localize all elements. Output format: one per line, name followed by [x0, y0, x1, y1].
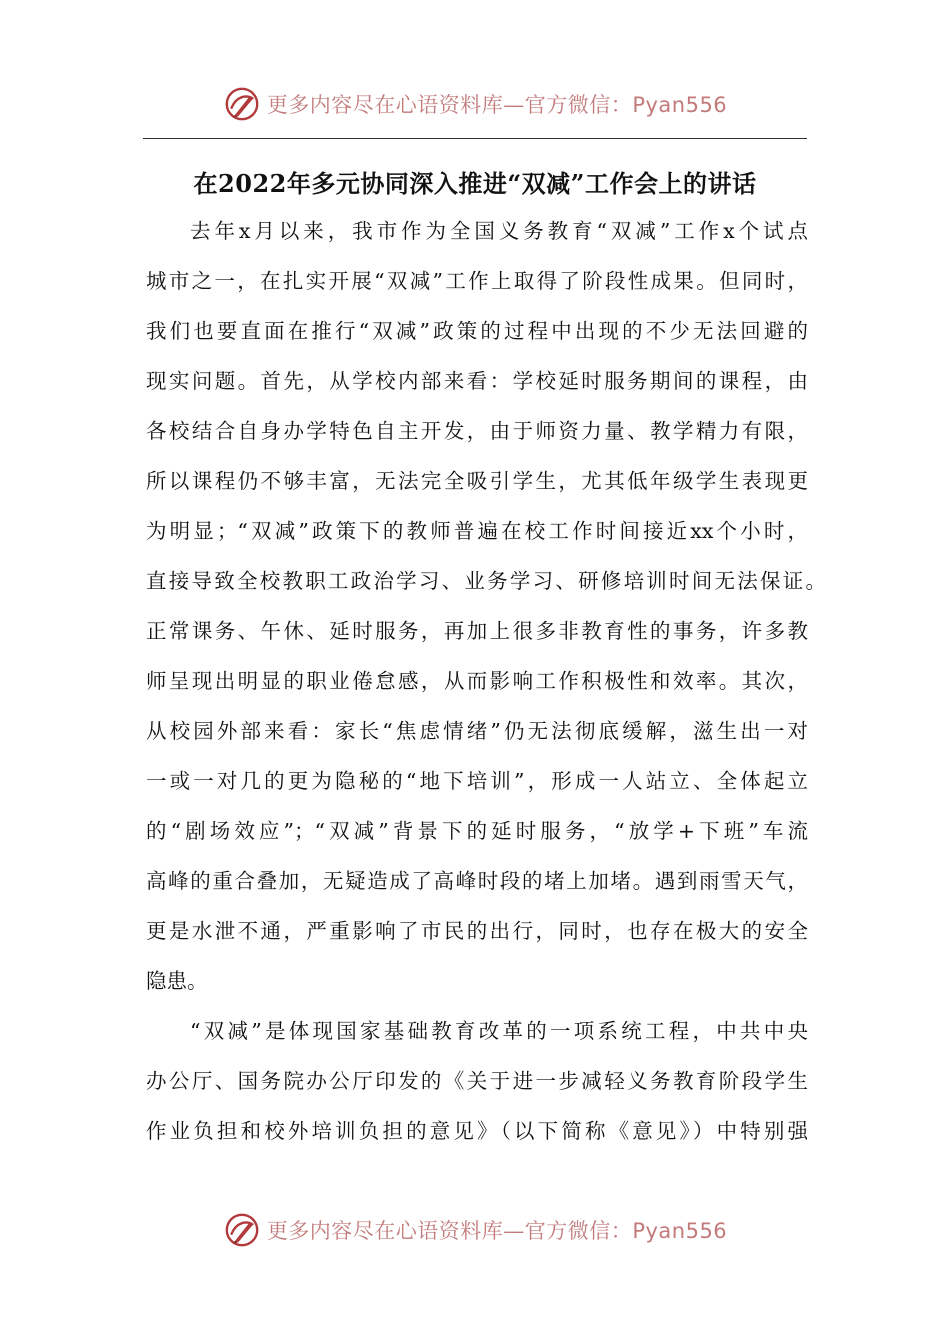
body-line: 各校结合自身办学特色自主开发，由于师资力量、教学精力有限， — [146, 419, 808, 443]
watermark-text — [267, 89, 727, 119]
body-line: 去年x月以来，我市作为全国义务教育“双减”工作x个试点 — [190, 219, 808, 243]
body-line: 办公厅、国务院办公厅印发的《关于进一步减轻义务教育阶段学生 — [146, 1069, 808, 1093]
watermark-label: 更多内容尽在心语资料库—官方微信： — [266, 93, 633, 117]
body-line: 城市之一，在扎实开展“双减”工作上取得了阶段性成果。但同时， — [146, 269, 808, 293]
document-title: 在2022年多元协同深入推进“双减”工作会上的讲话 — [193, 169, 757, 198]
body-line: 隐患。 — [146, 969, 208, 993]
body-line: 的“剧场效应”；“双减”背景下的延时服务，“放学+下班”车流 — [146, 819, 808, 843]
pen-seal-icon — [223, 85, 261, 123]
watermark-label: 更多内容尽在心语资料库—官方微信： — [266, 1219, 633, 1243]
body-line: 从校园外部来看：家长“焦虑情绪”仍无法彻底缓解，滋生出一对 — [146, 719, 808, 743]
watermark-text — [267, 1215, 727, 1245]
wechat-id: Pyan556 — [632, 1219, 728, 1243]
header-watermark-banner — [0, 82, 950, 126]
body-line: 师呈现出明显的职业倦怠感，从而影响工作积极性和效率。其次， — [146, 669, 808, 693]
body-line: “双减”是体现国家基础教育改革的一项系统工程，中共中央 — [190, 1019, 808, 1043]
header-divider — [143, 138, 807, 139]
document-body — [146, 206, 826, 1156]
body-line: 为明显；“双减”政策下的教师普遍在校工作时间接近xx个小时， — [146, 519, 808, 543]
body-line: 一或一对几的更为隐秘的“地下培训”，形成一人站立、全体起立 — [146, 769, 808, 793]
body-line: 高峰的重合叠加，无疑造成了高峰时段的堵上加堵。遇到雨雪天气， — [146, 869, 808, 893]
body-line: 所以课程仍不够丰富，无法完全吸引学生，尤其低年级学生表现更 — [146, 469, 808, 493]
body-line: 直接导致全校教职工政治学习、业务学习、研修培训时间无法保证。 — [146, 569, 826, 593]
body-line: 我们也要直面在推行“双减”政策的过程中出现的不少无法回避的 — [146, 319, 808, 343]
body-line: 正常课务、午休、延时服务，再加上很多非教育性的事务，许多教 — [146, 619, 808, 643]
body-line: 更是水泄不通，严重影响了市民的出行，同时，也存在极大的安全 — [146, 919, 808, 943]
body-line: 现实问题。首先，从学校内部来看：学校延时服务期间的课程，由 — [146, 369, 808, 393]
body-line: 作业负担和校外培训负担的意见》（以下简称《意见》）中特别强 — [146, 1119, 808, 1143]
pen-seal-icon — [223, 1211, 261, 1249]
footer-watermark-banner — [0, 1208, 950, 1252]
wechat-id: Pyan556 — [632, 93, 728, 117]
